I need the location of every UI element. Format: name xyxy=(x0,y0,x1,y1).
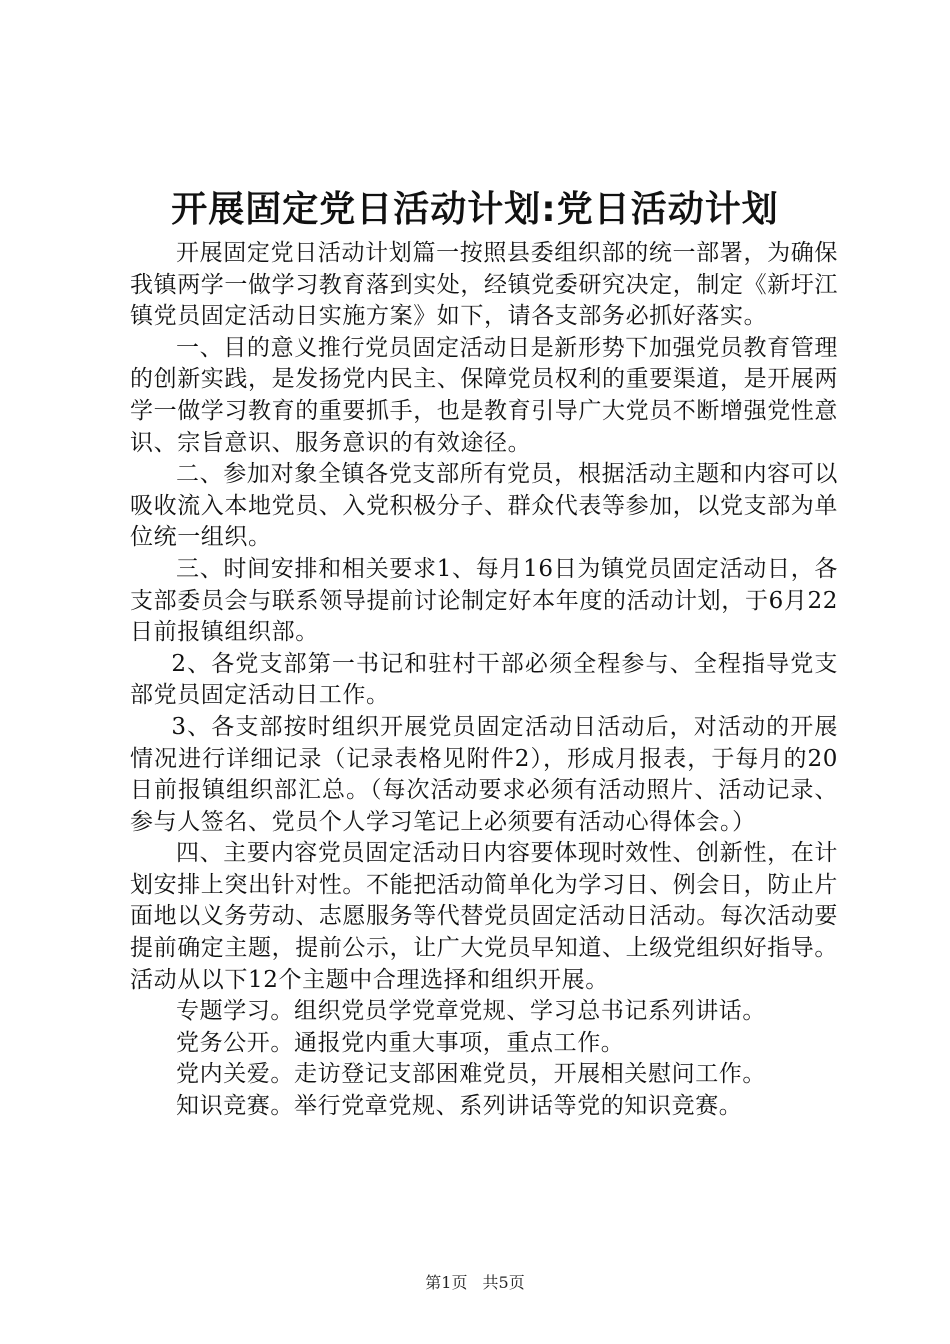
document-body xyxy=(130,238,838,1123)
paragraph-topic-care: 党内关爱。走访登记支部困难党员，开展相关慰问工作。 xyxy=(176,1061,766,1088)
paragraph-topic-quiz: 知识竞赛。举行党章党规、系列讲话等党的知识竞赛。 xyxy=(176,1093,743,1120)
page-footer xyxy=(0,1271,950,1295)
paragraph-requirement-3: 3、各支部按时组织开展党员固定活动日活动后，对活动的开展情况进行详细记录（记录表格见附件2），形成月报表，于每月的20日前报镇组织部汇总。（每次活动要求必须有活动照片、活动记录、参与人签名、党员个人学习笔记上必须要有活动心得体会。） xyxy=(130,713,838,835)
paragraph-topic-disclosure: 党务公开。通报党内重大事项，重点工作。 xyxy=(176,1029,625,1056)
paragraph-requirement-2: 2、各党支部第一书记和驻村干部必须全程参与、全程指导党支部党员固定活动日工作。 xyxy=(130,650,838,709)
paragraph-intro: 开展固定党日活动计划篇一按照县委组织部的统一部署，为确保我镇两学一做学习教育落到实处，经镇党委研究决定，制定《新圩江镇党员固定活动日实施方案》如下，请各支部务必抓好落实。 xyxy=(130,240,838,330)
paragraph-content: 四、主要内容党员固定活动日内容要体现时效性、创新性，在计划安排上突出针对性。不能把活动简单化为学习日、例会日，防止片面地以义务劳动、志愿服务等代替党员固定活动日活动。每次活动要提前确定主题，提前公示，让广大党员早知道、上级党组织好指导。活动从以下12个主题中合理选择和组织开展。 xyxy=(130,840,838,993)
page-total: 共5页 xyxy=(482,1273,525,1292)
paragraph-purpose: 一、目的意义推行党员固定活动日是新形势下加强党员教育管理的创新实践，是发扬党内民主、保障党员权利的重要渠道，是开展两学一做学习教育的重要抓手，也是教育引导广大党员不断增强党性意识、宗旨意识、服务意识的有效途径。 xyxy=(130,334,838,456)
page-number: 第1页 xyxy=(425,1273,468,1292)
paragraph-schedule: 三、时间安排和相关要求1、每月16日为镇党员固定活动日，各支部委员会与联系领导提前讨论制定好本年度的活动计划，于6月22日前报镇组织部。 xyxy=(130,555,838,646)
document-title: 开展固定党日活动计划:党日活动计划 xyxy=(171,189,779,230)
paragraph-topic-study: 专题学习。组织党员学党章党规、学习总书记系列讲话。 xyxy=(176,998,766,1025)
paragraph-participants: 二、参加对象全镇各党支部所有党员，根据活动主题和内容可以吸收流入本地党员、入党积极分子、群众代表等参加，以党支部为单位统一组织。 xyxy=(130,461,838,551)
